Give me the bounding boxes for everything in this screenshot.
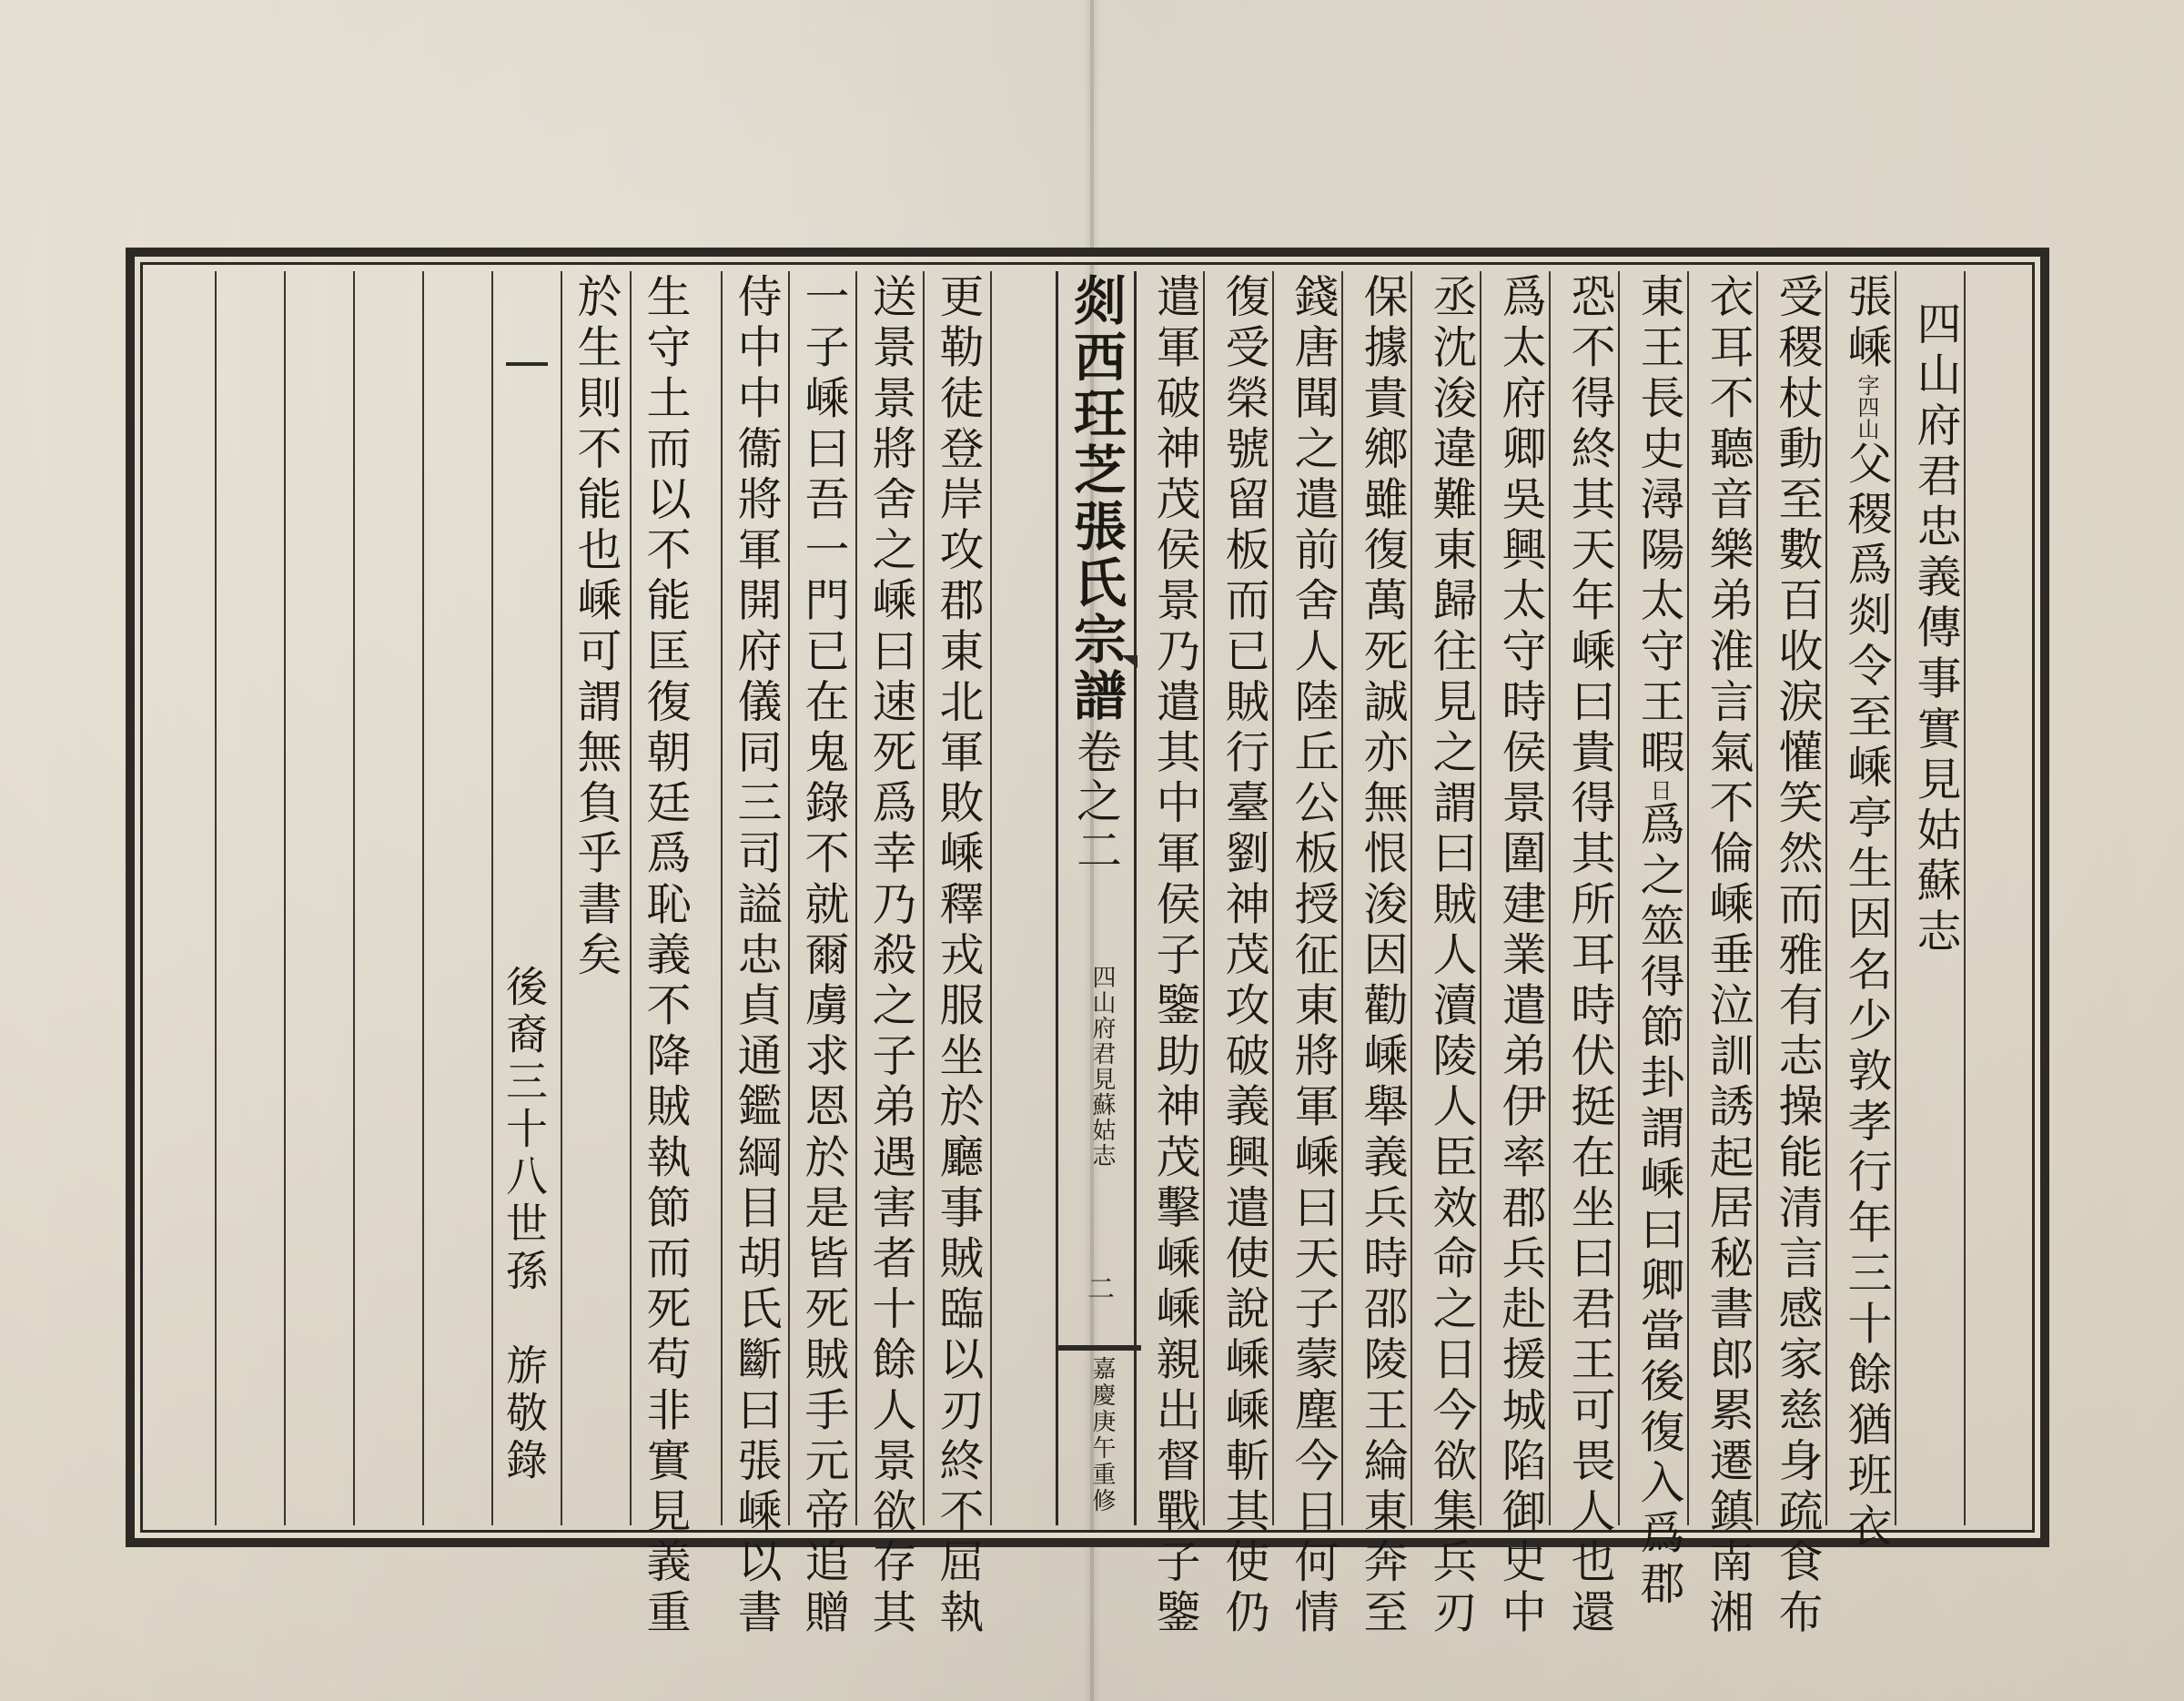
text-column: 於生則不能也嵊可謂無負乎書矣 [571, 273, 622, 982]
text-column: 生守土而以不能匡復朝廷爲恥義不降賊執節而死苟非實見義重 [640, 273, 692, 1640]
column-rule [923, 271, 925, 1525]
text-column: 遣軍破神茂侯景乃遣其中軍侯子鑒助神茂擊嵊嵊親出督戰子鑒 [1149, 273, 1201, 1640]
genealogy-title: 剡西玨芝張氏宗譜 [1065, 273, 1127, 724]
column-rule [561, 271, 562, 1525]
text-column: 錢唐聞之遣前舍人陸丘公板授征東將軍嵊曰天子蒙塵今日何情 [1288, 273, 1340, 1640]
page-number: 二 [1082, 1274, 1114, 1301]
compiler-signature: 後裔三十八世孫 旂敬錄 [500, 965, 549, 1485]
column-rule [788, 271, 790, 1525]
column-rule [284, 271, 286, 1525]
center-band-edge [1134, 271, 1137, 1525]
column-rule [721, 271, 723, 1525]
text-column: 東王長史潯陽太守王暇日爲之筮得節卦謂嵊曰卿當後復入爲郡 [1633, 273, 1685, 1611]
column-rule [422, 271, 424, 1525]
band-divider [1057, 1345, 1141, 1351]
text-column: 恐不得終其天年嵊曰貴得其所耳時伏挺在坐曰君王可畏人也還 [1564, 273, 1616, 1640]
section-label: 四山府君見蘇姑志 [1088, 965, 1116, 1169]
text-column: 爲太府卿吳興太守時侯景圍建業遣弟伊率郡兵赴援城陷御史中 [1495, 273, 1547, 1640]
column-rule [855, 271, 857, 1525]
text-column: 張嵊字四山父稷爲剡令至嵊亭生因名少敦孝行年三十餘猶班衣 [1841, 273, 1893, 1554]
text-column: 送景景將舍之嵊曰速死爲幸乃殺之子弟遇害者十餘人景欲存其 [865, 273, 917, 1640]
edition-label: 嘉慶庚午重修 [1088, 1356, 1116, 1514]
column-rule [491, 271, 493, 1525]
text-column: 保據貴鄉雖復萬死誠亦無恨浚因勸嵊舉義兵時邵陵王綸東奔至 [1357, 273, 1409, 1640]
text-column: 丞沈浚違難東歸往見之謂曰賊人瀆陵人臣效命之日今欲集兵刃 [1426, 273, 1478, 1640]
chapter-heading: 四山府君忠義傳事實見姑蘇志 [1910, 300, 1962, 958]
column-rule [215, 271, 217, 1525]
text-column: 受稷杖動至數百收淚懽笑然而雅有志操能清言感家慈身疏食布 [1772, 273, 1824, 1640]
section-mark [506, 362, 548, 366]
volume-label: 卷之二 [1069, 728, 1122, 876]
column-rule [353, 271, 355, 1525]
center-band-edge [1056, 271, 1058, 1525]
column-rule [630, 271, 632, 1525]
column-rule [990, 271, 992, 1525]
text-column: 復受榮號留板而已賊行臺劉神茂攻破義興遣使說嵊嵊斬其使仍 [1218, 273, 1270, 1640]
text-column: 侍中中衞將軍開府儀同三司謚忠貞通鑑綱目胡氏斷曰張嵊以書 [731, 273, 783, 1640]
text-column: 衣耳不聽音樂弟淮言氣不倫嵊垂泣訓誘起居秘書郎累遷鎮南湘 [1703, 273, 1754, 1640]
fishtail-mark [1121, 655, 1138, 668]
text-column: 更勒徒登岸攻郡東北軍敗嵊釋戎服坐於廳事賊臨以刃終不屈執 [933, 273, 985, 1640]
text-column: 一子嵊曰吾一門已在鬼錄不就爾虜求恩於是皆死賊手元帝追贈 [798, 273, 850, 1640]
